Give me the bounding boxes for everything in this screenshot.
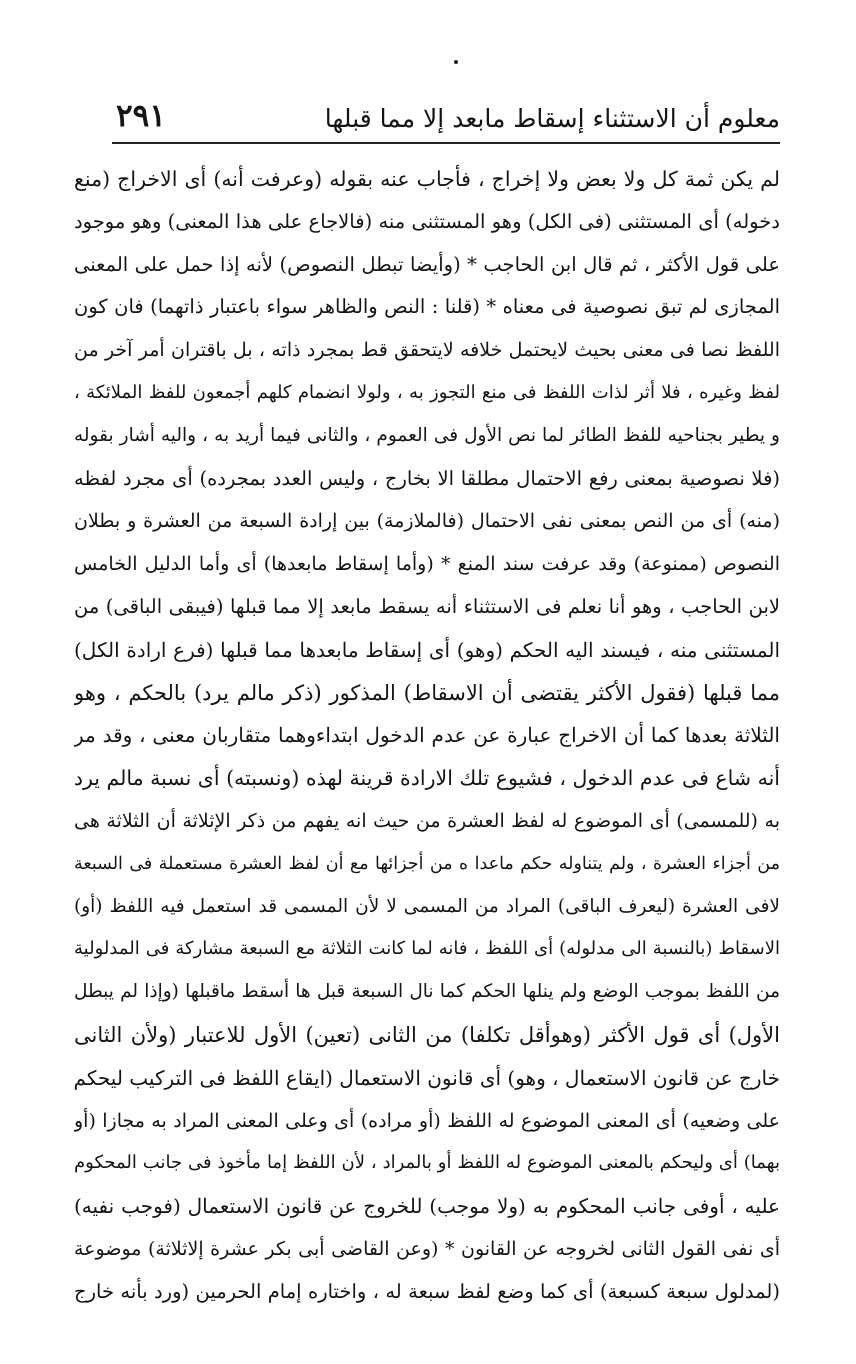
page-number: ٢٩١: [116, 98, 166, 134]
text-line: (لمدلول سبعة كسبعة) أى كما وضع لفظ سبعة له ، واختاره إمام الحرمين (ورد بأنه خارج: [74, 1279, 780, 1303]
text-line: أى نفى القول الثانى لخروجه عن القانون * (وعن القاضى أبى بكر عشرة إلاثلاثة) موضوعة: [74, 1237, 780, 1260]
text-line: الأول) أى قول الأكثر (وهوأقل تكلفا) من الثانى (تعين) الأول للاعتبار (ولأن الثانى: [74, 1022, 780, 1047]
text-line: على وضعيه) أى المعنى الموضوع له اللفظ (أو مراده) أى وعلى المعنى المراد به مجازا (أو: [74, 1109, 780, 1132]
text-line: عليه ، أوفى جانب المحكوم به (ولا موجب) للخروج عن قانون الاستعمال (فوجب نفيه): [74, 1194, 780, 1219]
text-line: خارج عن قانون الاستعمال ، وهو) أى قانون الاستعمال (ايقاع اللفظ فى التركيب ليحكم: [74, 1065, 780, 1090]
text-line: مما قبلها (فقول الأكثر يقتضى أن الاسقاط) المذكور (ذكر مالم يرد) بالحكم ، وهو: [74, 680, 780, 705]
body-text: [74, 158, 780, 1314]
text-line: بهما) أى وليحكم بالمعنى الموضوع له اللفظ أو بالمراد ، لأن اللفظ إما مأخوذ فى جانب المحكوم: [74, 1152, 780, 1174]
text-line: الثلاثة بعدها كما أن الاخراج عبارة عن عدم الدخول ابتداءوهما متقاربان معنى ، وقد مر: [74, 723, 780, 748]
text-line: لافى العشرة (ليعرف الباقى) المراد من المسمى لا لأن المسمى قد استعمل فيه اللفظ (أو): [74, 895, 780, 917]
text-line: النصوص (ممنوعة) وقد عرفت سند المنع * (وأما إسقاط مابعدها) أى وأما الدليل الخامس: [74, 553, 780, 576]
text-line: و يطير بجناحيه للفظ الطائر لما نص الأول فى العموم ، والثانى فيما أريد به ، واليه أشار بقوله: [74, 424, 780, 446]
running-title: معلوم أن الاستثناء إسقاط مابعد إلا مما قبلها: [324, 104, 780, 133]
header-rule: [112, 142, 780, 144]
text-line: الاسقاط (بالنسبة الى مدلوله) أى اللفظ ، فانه لما كانت الثلاثة مع السبعة مشاركة فى المدلولية: [74, 938, 780, 960]
text-line: أنه شاع فى عدم الدخول ، فشيوع تلك الارادة قرينة لهذه (ونسبته) أى نسبة مالم يرد: [74, 766, 780, 791]
ink-speck: [454, 60, 458, 64]
text-line: على قول الأكثر ، ثم قال ابن الحاجب * (وأيضا تبطل النصوص) لأنه إذا حمل على المعنى: [74, 252, 780, 276]
text-line: لفظ وغيره ، فلا أثر لذات اللفظ فى منع التجوز به ، ولولا انضمام كلهم أجمعون للفظ الملائكة ،: [74, 381, 780, 403]
page-header: [112, 98, 780, 144]
text-line: لم يكن ثمة كل ولا بعض ولا إخراج ، فأجاب عنه بقوله (وعرفت أنه) أى الاخراج (منع: [74, 167, 780, 191]
text-line: من أجزاء العشرة ، ولم يتناوله حكم ماعدا ه من أجزائها مع أن لفظ العشرة مستعملة فى السبعة: [74, 853, 780, 874]
text-line: (منه) أى من النص بمعنى نفى الاحتمال (فالملازمة) بين إرادة السبعة من العشرة و بطلان: [74, 510, 780, 533]
text-line: لابن الحاجب ، وهو أنا نعلم فى الاستثناء أنه يسقط مابعد إلا مما قبلها (فيبقى الباقى) من: [74, 594, 780, 618]
text-line: (فلا نصوصية بمعنى رفع الاحتمال مطلقا الا بخارج ، وليس العدد بمجرده) أى مجرد لفظه: [74, 466, 780, 490]
text-line: من اللفظ بموجب الوضع ولم ينلها الحكم كما نال السبعة قبل ها أسقط ماقبلها (وإذا لم يبطل: [74, 981, 780, 1003]
text-line: المجازى لم تبق نصوصية فى معناه * (قلنا : النص والظاهر سواء باعتبار ذاتهما) فان كون: [74, 295, 780, 319]
text-line: دخوله) أى المستثنى (فى الكل) وهو المستثنى منه (فالاجاع على هذا المعنى) وهو موجود: [74, 209, 780, 233]
text-line: به (للمسمى) أى الموضوع له لفظ العشرة من حيث انه يفهم من ذكر الإثلاثة أن الثلاثة هى: [74, 809, 780, 832]
text-line: المستثنى منه ، فيسند اليه الحكم (وهو) أى إسقاط مابعدها مما قبلها (فرع ارادة الكل): [74, 637, 780, 662]
text-line: اللفظ نصا فى معنى بحيث لايحتمل خلافه لايتحقق قط بمجرد ذاته ، بل باقتران أمر آخر من: [74, 339, 780, 362]
